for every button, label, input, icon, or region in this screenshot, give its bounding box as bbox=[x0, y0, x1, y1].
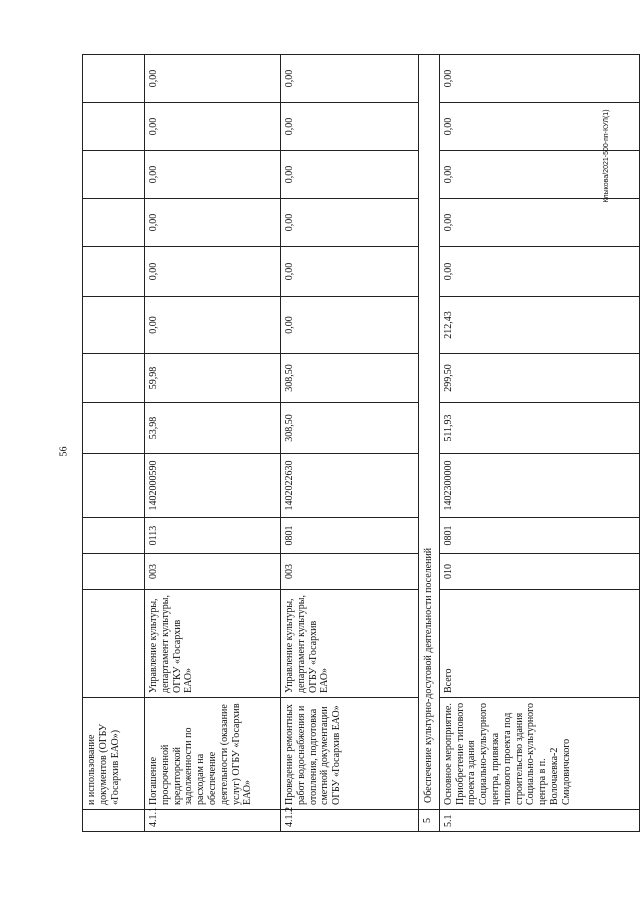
value-y6: 0,00 bbox=[439, 103, 639, 151]
value-y6 bbox=[83, 103, 145, 151]
value-y5: 0,00 bbox=[439, 151, 639, 199]
value-y5: 0,00 bbox=[145, 151, 281, 199]
value-y2: 212,43 bbox=[439, 297, 639, 354]
section-row bbox=[419, 55, 440, 832]
grbs-code: 003 bbox=[145, 554, 281, 590]
page-number: 56 bbox=[58, 446, 70, 457]
rzpr-code bbox=[83, 518, 145, 554]
table-body bbox=[83, 55, 640, 832]
table-row bbox=[145, 55, 281, 832]
measure-name: и использование документов (ОГБУ «Госархив ЕАО») bbox=[83, 698, 145, 810]
row-number: 5 bbox=[419, 810, 440, 832]
value-y6: 0,00 bbox=[281, 103, 419, 151]
csr-code: 1402022630 bbox=[281, 454, 419, 518]
value-total bbox=[83, 403, 145, 454]
rotated-table-container bbox=[82, 55, 572, 832]
value-total: 511,93 bbox=[439, 403, 639, 454]
table-row bbox=[281, 55, 419, 832]
value-y3: 0,00 bbox=[145, 247, 281, 297]
value-y4 bbox=[83, 199, 145, 247]
value-y7: 0,00 bbox=[281, 55, 419, 103]
rzpr-code: 0801 bbox=[281, 518, 419, 554]
grbs-code: 010 bbox=[439, 554, 639, 590]
value-y4: 0,00 bbox=[439, 199, 639, 247]
value-y1: 59,98 bbox=[145, 354, 281, 403]
value-total: 308,50 bbox=[281, 403, 419, 454]
csr-code bbox=[83, 454, 145, 518]
value-y6: 0,00 bbox=[145, 103, 281, 151]
value-y1: 308,50 bbox=[281, 354, 419, 403]
value-y3: 0,00 bbox=[439, 247, 639, 297]
measure-name: Погашение просроченной кредиторской задолженности по расходам на обеспечение деятельности (оказание услуг) ОГБУ «Госархив ЕАО» bbox=[145, 698, 281, 810]
value-y1: 299,50 bbox=[439, 354, 639, 403]
row-number: 5.1 bbox=[439, 810, 639, 832]
budget-table bbox=[82, 54, 640, 832]
document-footer: Клыкова/2021-500-пп-КУЛ(1) bbox=[603, 109, 610, 203]
executor: Управление культуры, департамент культуры, ОГКУ «Госархив ЕАО» bbox=[145, 590, 281, 698]
value-y2 bbox=[83, 297, 145, 354]
value-y7 bbox=[83, 55, 145, 103]
value-y2: 0,00 bbox=[281, 297, 419, 354]
row-number bbox=[83, 810, 145, 832]
grbs-code bbox=[83, 554, 145, 590]
executor: Управление культуры, департамент культуры, ОГБУ «Госархив ЕАО» bbox=[281, 590, 419, 698]
value-total: 53,98 bbox=[145, 403, 281, 454]
csr-code: 1402300000 bbox=[439, 454, 639, 518]
grbs-code: 003 bbox=[281, 554, 419, 590]
value-y5: 0,00 bbox=[281, 151, 419, 199]
measure-name: Проведение ремонтных работ водоснабжения и отопления, подготовка сметной документации ОГБУ «Госархив ЕАО» bbox=[281, 698, 419, 810]
executor bbox=[83, 590, 145, 698]
csr-code: 1402000590 bbox=[145, 454, 281, 518]
row-number: 4.1.1 bbox=[145, 810, 281, 832]
value-y3: 0,00 bbox=[281, 247, 419, 297]
value-y4: 0,00 bbox=[281, 199, 419, 247]
value-y7: 0,00 bbox=[145, 55, 281, 103]
row-number: 4.1.2 bbox=[281, 810, 419, 832]
executor: Всего bbox=[439, 590, 639, 698]
table-row bbox=[83, 55, 145, 832]
rzpr-code: 0113 bbox=[145, 518, 281, 554]
section-title: Обеспечение культурно-досуговой деятельности поселений bbox=[419, 55, 440, 810]
measure-name: Основное мероприятие. Приобретение типового проекта здания Социально-культурного центра, привязка типового проекта под строительство здания Социально-культурного центра в п. Волочаевка-2 Смидовичского bbox=[439, 698, 639, 810]
value-y2: 0,00 bbox=[145, 297, 281, 354]
value-y7: 0,00 bbox=[439, 55, 639, 103]
value-y4: 0,00 bbox=[145, 199, 281, 247]
value-y3 bbox=[83, 247, 145, 297]
value-y1 bbox=[83, 354, 145, 403]
rzpr-code: 0801 bbox=[439, 518, 639, 554]
rotated-table-frame bbox=[82, 55, 572, 832]
value-y5 bbox=[83, 151, 145, 199]
